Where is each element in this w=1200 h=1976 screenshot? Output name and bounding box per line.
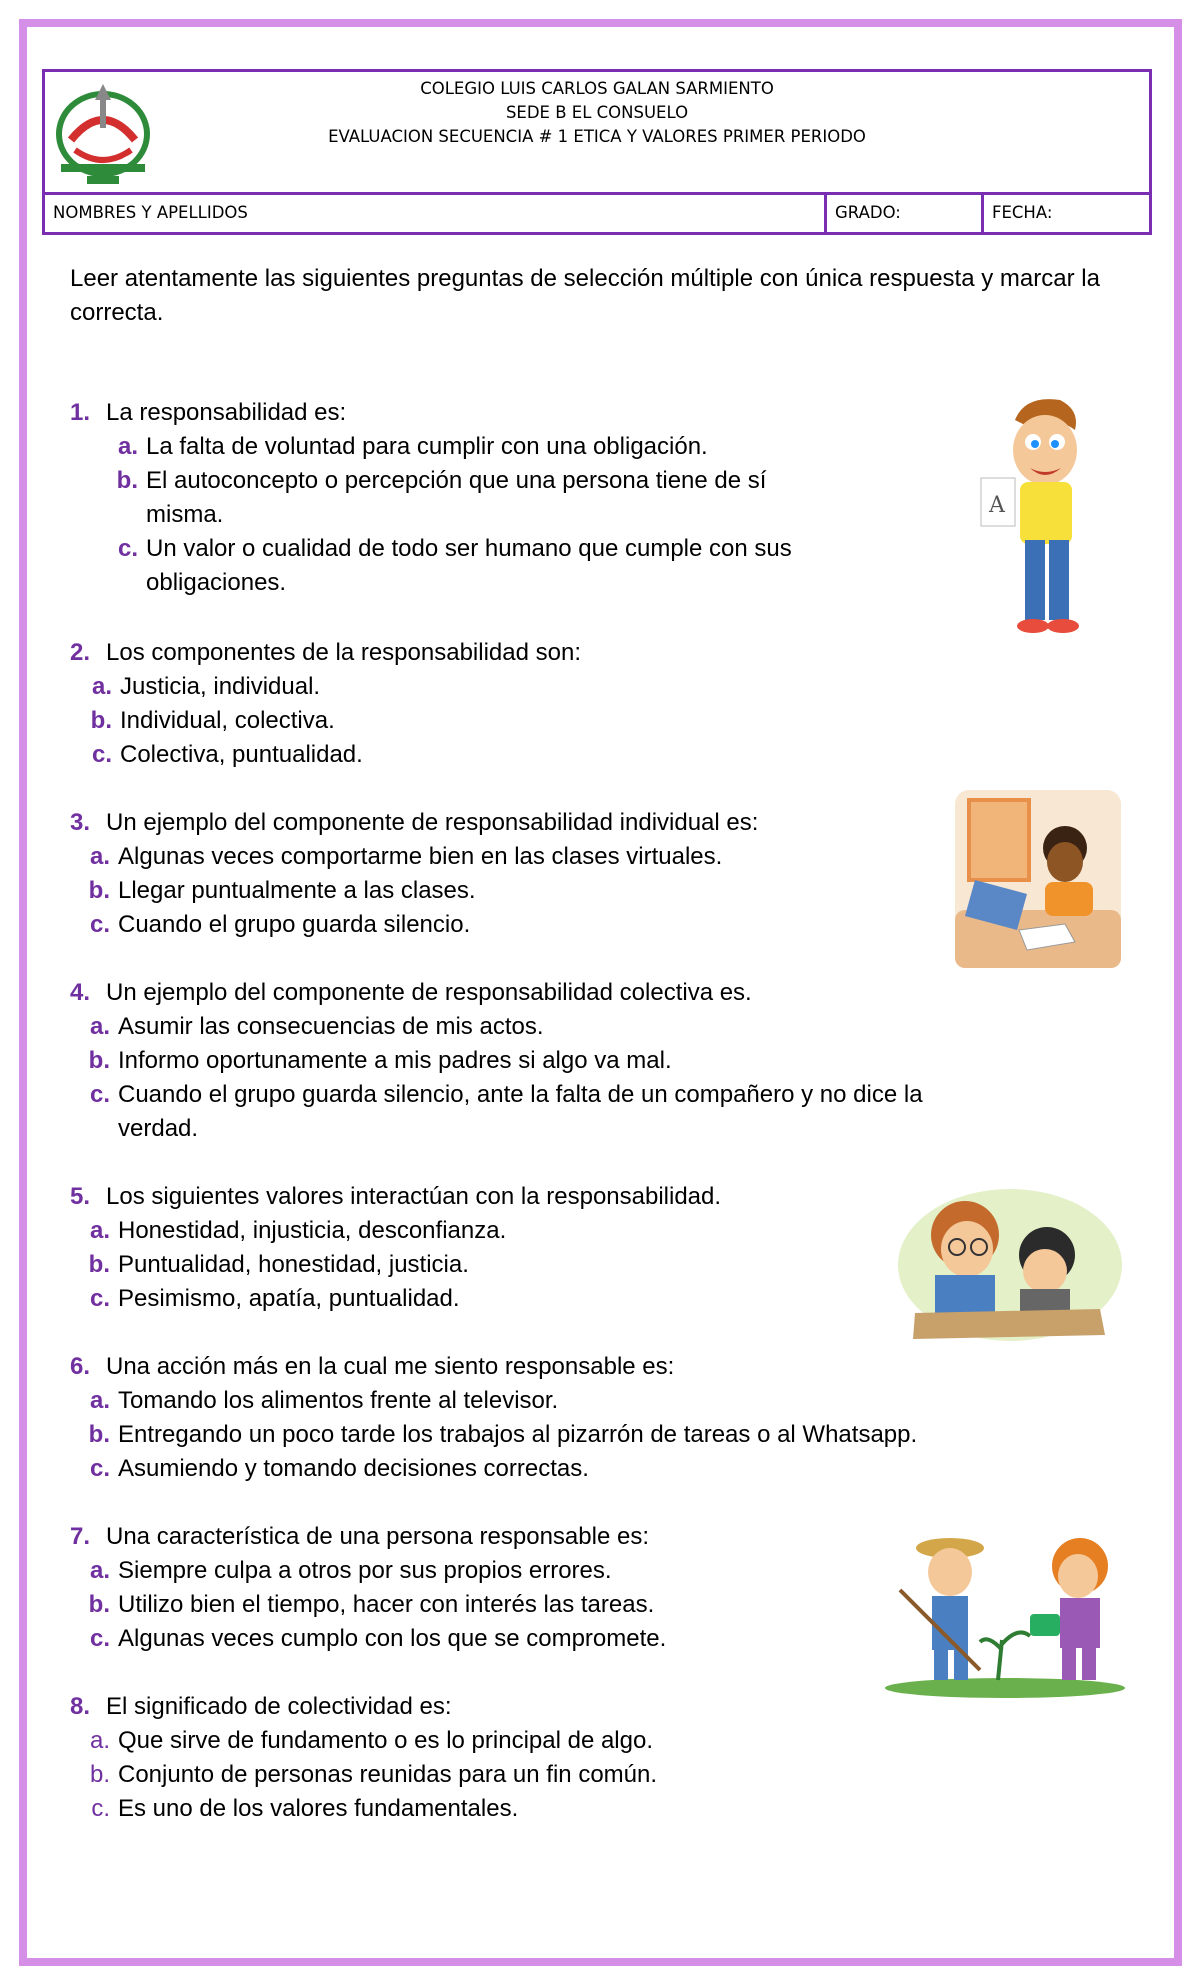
question-text: Una acción más en la cual me siento responsable es:	[106, 1353, 675, 1380]
question-text: La responsabilidad es:	[106, 399, 347, 426]
question-2	[70, 636, 581, 772]
student-laptop-illustration	[955, 790, 1121, 968]
two-boys-studying-illustration	[895, 1185, 1125, 1345]
svg-text:A: A	[989, 493, 1005, 518]
option-b-continued: misma.	[146, 501, 224, 528]
option-a[interactable]: a. Honestidad, injusticia, desconfianza.	[89, 1217, 507, 1244]
option-b[interactable]: b. Individual, colectiva.	[90, 707, 335, 734]
instructions: Leer atentamente las siguientes preguntas de selección múltiple con única respuesta y marcar la correcta.	[70, 265, 1100, 326]
question-7	[70, 1520, 666, 1656]
option-b[interactable]: b. Entregando un poco tarde los trabajos al pizarrón de tareas o al Whatsapp.	[88, 1421, 918, 1448]
option-c[interactable]: c. Cuando el grupo guarda silencio, ante la falta de un compañero y no dice la	[89, 1081, 923, 1108]
question-6	[70, 1350, 917, 1486]
question-number: 2.	[70, 639, 91, 666]
question-number: 8.	[70, 1693, 91, 1720]
question-text: Los siguientes valores interactúan con la responsabilidad.	[106, 1183, 722, 1210]
option-b[interactable]: b. Conjunto de personas reunidas para un fin común.	[89, 1761, 658, 1788]
option-b[interactable]: b. Puntualidad, honestidad, justicia.	[88, 1251, 469, 1278]
option-a[interactable]: a. Siempre culpa a otros por sus propios errores.	[89, 1557, 612, 1584]
question-3	[70, 806, 758, 942]
option-b[interactable]: b. El autoconcepto o percepción que una persona tiene de sí	[116, 467, 767, 494]
question-text: Un ejemplo del componente de responsabilidad colectiva es.	[106, 979, 752, 1006]
option-c-continued: verdad.	[118, 1115, 199, 1142]
evaluation-title: EVALUACION SECUENCIA # 1 ETICA Y VALORES PRIMER PERIODO	[328, 127, 866, 146]
header-top	[45, 72, 1149, 195]
option-c-continued: obligaciones.	[146, 569, 287, 596]
option-a[interactable]: a. Que sirve de fundamento o es lo principal de algo.	[89, 1727, 653, 1754]
option-b[interactable]: b. Informo oportunamente a mis padres si algo va mal.	[88, 1047, 672, 1074]
option-b[interactable]: b. Utilizo bien el tiempo, hacer con interés las tareas.	[88, 1591, 655, 1618]
option-c[interactable]: c. Es uno de los valores fundamentales.	[91, 1795, 519, 1822]
question-number: 3.	[70, 809, 91, 836]
school-name: COLEGIO LUIS CARLOS GALAN SARMIENTO	[420, 79, 774, 98]
date-field[interactable]: FECHA:	[992, 203, 1053, 222]
header-table	[42, 69, 1152, 235]
question-number: 1.	[70, 399, 91, 426]
option-a[interactable]: a. Algunas veces comportarme bien en las clases virtuales.	[89, 843, 723, 870]
option-c[interactable]: c. Cuando el grupo guarda silencio.	[89, 911, 471, 938]
option-c[interactable]: c. Colectiva, puntualidad.	[91, 741, 363, 768]
option-c[interactable]: c. Pesimismo, apatía, puntualidad.	[89, 1285, 460, 1312]
option-a[interactable]: a. La falta de voluntad para cumplir con una obligación.	[117, 433, 708, 460]
option-b[interactable]: b. Llegar puntualmente a las clases.	[88, 877, 476, 904]
option-a[interactable]: a. Tomando los alimentos frente al televisor.	[89, 1387, 559, 1414]
question-text: Una característica de una persona responsable es:	[106, 1523, 649, 1550]
question-number: 5.	[70, 1183, 91, 1210]
question-text: Los componentes de la responsabilidad son:	[106, 639, 581, 666]
grade-field[interactable]: GRADO:	[827, 195, 984, 235]
school-branch: SEDE B EL CONSUELO	[505, 103, 689, 122]
option-c[interactable]: c. Asumiendo y tomando decisiones correctas.	[89, 1455, 589, 1482]
kids-planting-illustration	[880, 1530, 1130, 1698]
option-c[interactable]: c. Un valor o cualidad de todo ser humano que cumple con sus	[117, 535, 792, 562]
option-c[interactable]: c. Algunas veces cumplo con los que se compromete.	[89, 1625, 667, 1652]
question-text: El significado de colectividad es:	[106, 1693, 452, 1720]
question-8	[70, 1690, 657, 1826]
question-text: Un ejemplo del componente de responsabilidad individual es:	[106, 809, 759, 836]
names-field[interactable]: NOMBRES Y APELLIDOS	[45, 195, 827, 235]
question-number: 6.	[70, 1353, 91, 1380]
question-1	[70, 396, 792, 600]
boy-with-paper-illustration	[975, 390, 1095, 640]
question-5	[70, 1180, 721, 1316]
question-number: 7.	[70, 1523, 91, 1550]
option-a[interactable]: a. Asumir las consecuencias de mis actos.	[89, 1013, 544, 1040]
question-4	[70, 976, 923, 1146]
option-a[interactable]: a. Justicia, individual.	[91, 673, 321, 700]
question-number: 4.	[70, 979, 91, 1006]
